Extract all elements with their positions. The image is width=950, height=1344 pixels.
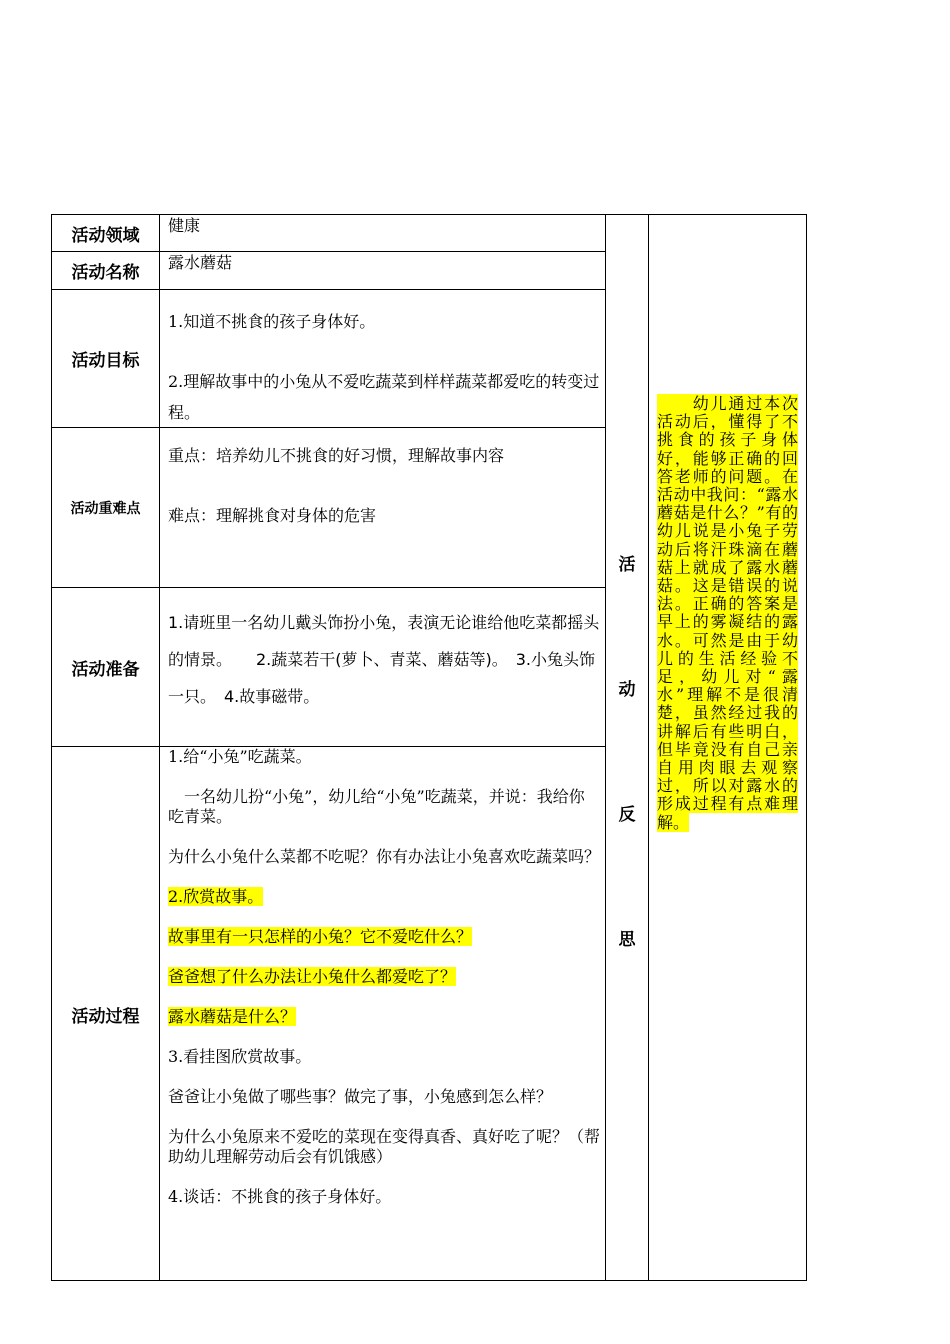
process-step-text: 2.欣赏故事。	[168, 887, 264, 906]
process-step	[168, 927, 600, 947]
reflection-text	[657, 395, 798, 832]
process-step-text: 为什么小兔什么菜都不吃呢？你有办法让小兔喜欢吃蔬菜吗？	[168, 847, 601, 866]
keypoints-content	[168, 445, 600, 527]
process-step	[168, 1047, 600, 1067]
reflection-text-body: 幼儿通过本次活动后，懂得了不挑食的孩子身体好，能够正确的回答老师的问题。在活动中我问：“露水蘑菇是什么？”有的幼儿说是小兔子劳动后将汗珠滴在蘑菇上就成了露水蘑菇。这是错误的说法。正确的答案是早上的雾凝结的露水。可然是由于幼儿的生活经验不足，幼儿对“露水”理解不是很清楚，虽然经过我的讲解后有些明白，但毕竟没有自己亲自用肉眼去观察过，所以对露水的形成过程有点难理解。	[657, 394, 798, 832]
label-prep: 活动准备	[71, 659, 140, 680]
process-step-text: 爸爸想了什么办法让小兔什么都爱吃了？	[168, 967, 457, 986]
col-divider-reflection	[648, 214, 649, 1281]
process-step	[168, 847, 600, 867]
difficult-point: 难点：理解挑食对身体的危害	[168, 506, 377, 525]
process-step	[168, 887, 600, 907]
process-step-text: 一名幼儿扮“小兔”，幼儿给“小兔”吃蔬菜，并说：我给你吃青菜。	[168, 787, 585, 826]
key-point: 重点：培养幼儿不挑食的好习惯，理解故事内容	[168, 446, 505, 465]
process-step	[168, 1007, 600, 1027]
process-step	[168, 1127, 600, 1167]
label-process: 活动过程	[71, 1006, 140, 1027]
process-step	[168, 967, 600, 987]
process-step-text: 3.看挂图欣赏故事。	[168, 1047, 312, 1066]
process-step-text: 4.谈话：不挑食的孩子身体好。	[168, 1187, 392, 1206]
value-domain: 健康	[168, 216, 201, 235]
col-divider-content	[605, 214, 606, 1281]
label-goals: 活动目标	[71, 351, 140, 371]
reflection-title-char: 思	[618, 930, 636, 950]
reflection-title-char: 动	[618, 680, 636, 700]
goal-item: 1.知道不挑食的孩子身体好。	[168, 312, 376, 331]
process-step-text: 1.给“小兔”吃蔬菜。	[168, 747, 312, 766]
label-name: 活动名称	[71, 263, 140, 283]
process-step-text: 露水蘑菇是什么？	[168, 1007, 297, 1026]
goal-item: 2.理解故事中的小兔从不爱吃蔬菜到样样蔬菜都爱吃的转变过程。	[168, 372, 600, 422]
reflection-title-char: 活	[618, 555, 636, 575]
goals-content	[168, 308, 600, 428]
process-step	[168, 1087, 600, 1107]
process-step	[168, 787, 600, 827]
process-step-text: 故事里有一只怎样的小兔？它不爱吃什么？	[168, 927, 473, 946]
process-step-text: 为什么小兔原来不爱吃的菜现在变得真香、真好吃了呢？（帮助幼儿理解劳动后会有饥饿感）	[168, 1127, 601, 1166]
label-domain: 活动领域	[71, 225, 140, 246]
process-content	[168, 747, 600, 1207]
process-step	[168, 747, 600, 767]
prep-content	[168, 604, 600, 715]
label-keypoints: 活动重难点	[70, 500, 141, 517]
process-step-text: 爸爸让小兔做了哪些事？做完了事，小兔感到怎么样？	[168, 1087, 553, 1106]
reflection-title-char: 反	[618, 805, 636, 825]
prep-text: 1.请班里一名幼儿戴头饰扮小兔，表演无论谁给他吃菜都摇头的情景。 2.蔬菜若干(萝卜、青菜、蘑菇等)。 3.小兔头饰一只。 4.故事磁带。	[168, 613, 600, 706]
process-step	[168, 1187, 600, 1207]
value-name: 露水蘑菇	[168, 253, 233, 272]
